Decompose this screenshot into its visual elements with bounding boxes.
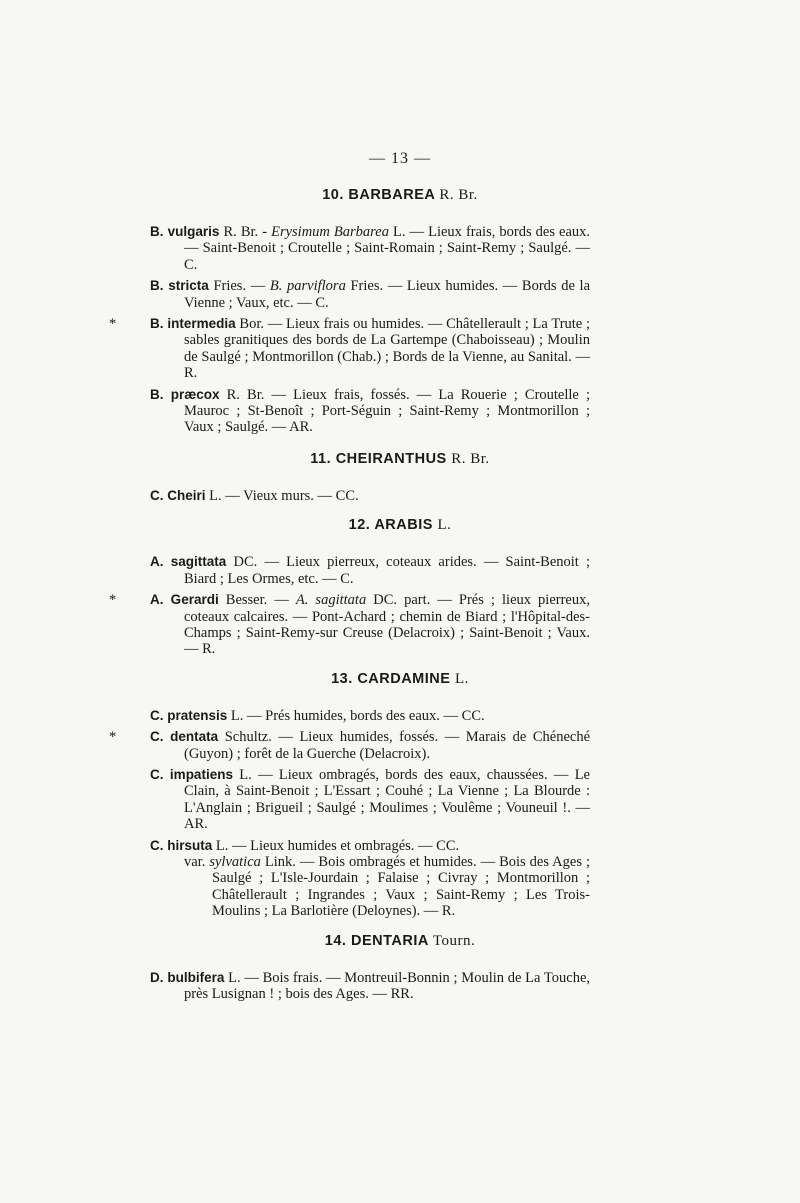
species-text: — Lieux humides, fossés. — Marais de Chéneché (Guyon) ; forêt de la Guerche (Delacroix).: [184, 729, 590, 762]
variety-label: var.: [184, 853, 206, 870]
species-author: R. Br. -: [223, 224, 268, 240]
species-text: — Prés humides, bords des eaux. — CC.: [247, 707, 485, 724]
genus-name: ARABIS: [374, 517, 433, 534]
variety-name: sylvatica: [209, 853, 261, 870]
species-text: — Bois frais. — Montreuil-Bonnin ; Moulin de La Touche, près Lusignan ! ; bois des Ages. — RR.: [184, 969, 591, 1002]
section-number: 13.: [331, 670, 353, 687]
section-heading-cardamine: [150, 671, 590, 688]
section-heading-dentaria: [150, 933, 590, 950]
species-name: B. stricta: [150, 278, 209, 294]
species-entry-a-sagittata: [150, 554, 590, 587]
section-number: 12.: [348, 517, 371, 534]
genus-name: CARDAMINE: [357, 670, 451, 687]
section-heading-arabis: [150, 517, 590, 534]
genus-author: R. Br.: [439, 187, 478, 203]
species-author: Fries. —: [213, 278, 266, 295]
section-heading-barbarea: [150, 187, 590, 204]
species-entry-b-praecox: [150, 387, 590, 436]
species-name: C. pratensis: [150, 707, 228, 723]
species-entry-d-bulbifera: [150, 970, 590, 1003]
species-entry-c-dentata: * C. dentata Schultz. — Lieux humides, fossés. — Marais de Chéneché (Guyon) ; forêt de la Guerche (Delacroix).: [109, 729, 590, 762]
species-entry-c-hirsuta: [150, 838, 590, 854]
section-heading-cheiranthus: [150, 451, 590, 468]
species-text: Fries. — Lieux humides. — Bords de la Vienne ; Vaux, etc. — C.: [184, 278, 591, 311]
species-text: L. — Lieux frais, bords des eaux. — Saint-Benoit ; Croutelle ; Saint-Romain ; Saint-Remy ; Saulgé. — C.: [184, 224, 591, 273]
species-name: A. sagittata: [150, 554, 227, 570]
genus-author: L.: [454, 670, 469, 687]
species-author: Besser. —: [225, 592, 289, 609]
species-name: C. impatiens: [150, 766, 233, 782]
page-content: [109, 187, 591, 1007]
section-number: 14.: [324, 932, 347, 949]
species-entry-c-impatiens: [150, 767, 590, 833]
synonym: Erysimum Barbarea: [271, 224, 389, 240]
species-text: — Lieux frais, fossés. — La Rouerie ; Croutelle ; Mauroc ; St-Benoît ; Port-Séguin ; Saint-Remy ; Montmorillon ; Vaux ; Saulgé. — AR.: [184, 386, 591, 436]
genus-author: L.: [437, 517, 452, 534]
genus-author: R. Br.: [451, 450, 490, 467]
species-author: L.: [215, 837, 229, 854]
species-entry-c-cheiri: [150, 488, 590, 504]
species-text: — Lieux humides et ombragés. — CC.: [232, 837, 460, 854]
species-author: L.: [228, 969, 241, 986]
genus-name: DENTARIA: [350, 932, 429, 949]
species-name: C. dentata: [150, 729, 219, 745]
species-text: — Lieux pierreux, coteaux arides. — Saint-Benoit ; Biard ; Les Ormes, etc. — C.: [184, 554, 591, 587]
genus-name: BARBAREA: [348, 187, 435, 203]
species-author: DC.: [233, 554, 258, 571]
species-entry-b-vulgaris: [150, 224, 590, 273]
section-number: 10.: [322, 187, 344, 203]
species-entry-c-pratensis: [150, 708, 590, 724]
species-entry-a-gerardi: * A. Gerardi Besser. — A. sagittata DC. part. — Prés ; lieux pierreux, coteaux calcaires. — Pont-Achard ; chemin de Biard ; l'Hôpital-des-Champs ; Saint-Remy-sur Creuse (Delacroix) ; Saint-Benoit ; Vaux. — R.: [109, 592, 590, 658]
species-name: A. Gerardi: [150, 592, 219, 608]
variety-text: Link. — Bois ombragés et humides. — Bois des Ages ; Saulgé ; L'Isle-Jourdain ; Falaise ; Civray ; Montmorillon ; Châtellerault ; Ingrandes ; Vaux ; Saint-Remy ; Les Trois-Moulins ; La Barlotière (Deloynes). — R.: [212, 853, 591, 920]
species-name: C. Cheiri: [150, 487, 206, 503]
synonym: A. sagittata: [295, 592, 367, 609]
species-author: L.: [230, 707, 244, 724]
species-author: R. Br.: [226, 386, 265, 403]
species-name: D. bulbifera: [150, 969, 225, 985]
page-number: — 13 —: [369, 150, 431, 167]
section-number: 11.: [310, 450, 332, 467]
species-author: Bor.: [239, 316, 264, 333]
species-text: — Lieux frais ou humides. — Châtellerault ; La Trute ; sables granitiques des bords de La Gartempe (Chaboisseau) ; Moulin de Saulgé ; Montmorillon (Chab.) ; Bords de la Vienne, au Sanital. — R.: [184, 316, 591, 382]
species-name: B. præcox: [150, 386, 220, 402]
species-entry-b-stricta: [150, 278, 590, 311]
species-author: L.: [209, 487, 222, 504]
variety-entry-c-hirsuta-sylvatica: [150, 854, 590, 920]
species-author: L.: [239, 766, 252, 783]
synonym: B. parviflora: [269, 278, 346, 295]
genus-author: Tourn.: [432, 932, 476, 949]
species-text: — Vieux murs. — CC.: [225, 487, 359, 504]
species-entry-b-intermedia: * B. intermedia Bor. — Lieux frais ou humides. — Châtellerault ; La Trute ; sables granitiques des bords de La Gartempe (Chaboisseau) ; Moulin de Saulgé ; Montmorillon (Chab.) ; Bords de la Vienne, au Sanital. — R.: [109, 316, 591, 382]
species-name: C. hirsuta: [150, 837, 213, 853]
species-text: DC. part. — Prés ; lieux pierreux, coteaux calcaires. — Pont-Achard ; chemin de Biard ; l'Hôpital-des-Champs ; Saint-Remy-sur Creuse (Delacroix) ; Saint-Benoit ; Vaux. — R.: [184, 592, 590, 658]
species-text: — Lieux ombragés, bords des eaux, chaussées. — Le Clain, à Saint-Benoit ; L'Essart ; Couhé ; La Vienne ; La Blourde : L'Anglain ; Brigueil ; Saulgé ; Moulimes ; Voulême ; Vouneuil !. — AR.: [184, 766, 590, 833]
species-author: Schultz.: [224, 729, 272, 746]
genus-name: CHEIRANTHUS: [335, 450, 447, 467]
species-name: B. intermedia: [150, 316, 236, 332]
species-name: B. vulgaris: [150, 224, 220, 239]
